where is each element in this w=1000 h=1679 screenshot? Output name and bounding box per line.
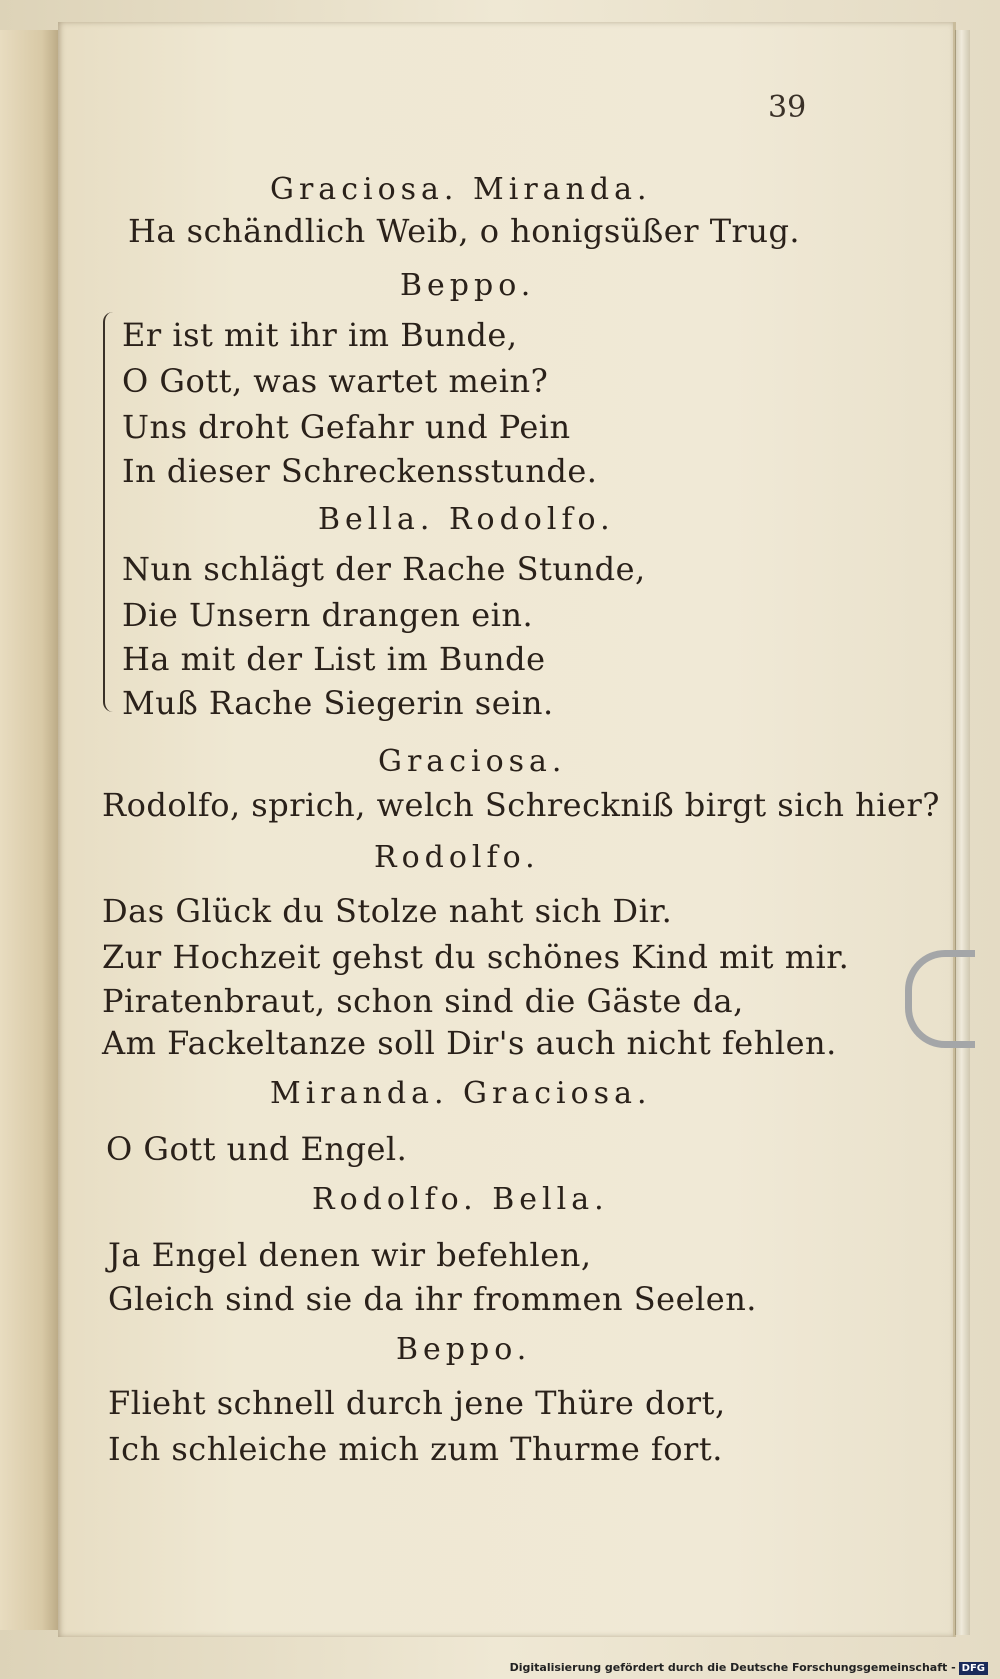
page-stack-edge bbox=[955, 30, 970, 1635]
verse-line: Ha mit der List im Bunde bbox=[122, 640, 546, 678]
speaker-heading: Rodolfo. bbox=[374, 840, 540, 875]
speaker-heading: Graciosa. bbox=[378, 744, 567, 779]
verse-line: Rodolfo, sprich, welch Schreckniß birgt sich hier? bbox=[102, 786, 940, 824]
verse-line: Piratenbraut, schon sind die Gäste da, bbox=[102, 982, 744, 1020]
page-number: 39 bbox=[768, 90, 807, 125]
verse-line: Ja Engel denen wir befehlen, bbox=[108, 1236, 592, 1274]
verse-line: Gleich sind sie da ihr frommen Seelen. bbox=[108, 1280, 757, 1318]
speaker-heading: Beppo. bbox=[400, 268, 536, 303]
verse-line: O Gott, was wartet mein? bbox=[122, 362, 549, 400]
left-page-edge bbox=[0, 30, 62, 1630]
verse-line: In dieser Schreckensstunde. bbox=[122, 452, 598, 490]
speaker-heading: Beppo. bbox=[396, 1332, 532, 1367]
speaker-heading: Graciosa. Miranda. bbox=[270, 172, 652, 207]
verse-line: Das Glück du Stolze naht sich Dir. bbox=[102, 892, 673, 930]
verse-line: Muß Rache Siegerin sein. bbox=[122, 684, 554, 722]
verse-line: Er ist mit ihr im Bunde, bbox=[122, 316, 518, 354]
verse-line: Nun schlägt der Rache Stunde, bbox=[122, 550, 646, 588]
verse-line: Am Fackeltanze soll Dir's auch nicht fehlen. bbox=[102, 1024, 837, 1062]
verse-line: Flieht schnell durch jene Thüre dort, bbox=[108, 1384, 726, 1422]
speaker-heading: Rodolfo. Bella. bbox=[312, 1182, 609, 1217]
speaker-heading: Bella. Rodolfo. bbox=[318, 502, 615, 537]
verse-line: Die Unsern drangen ein. bbox=[122, 596, 534, 634]
verse-line: Ich schleiche mich zum Thurme fort. bbox=[108, 1430, 723, 1468]
speaker-heading: Miranda. Graciosa. bbox=[270, 1076, 652, 1111]
verse-line: Zur Hochzeit gehst du schönes Kind mit mir. bbox=[102, 938, 850, 976]
paper-clip-icon bbox=[905, 950, 975, 1048]
credit-text: Digitalisierung gefördert durch die Deutsche Forschungsgemeinschaft - bbox=[509, 1661, 956, 1674]
dfg-logo: DFG bbox=[959, 1662, 988, 1675]
ensemble-bracket bbox=[103, 312, 119, 712]
verse-line: Ha schändlich Weib, o honigsüßer Trug. bbox=[128, 212, 801, 250]
verse-line: Uns droht Gefahr und Pein bbox=[122, 408, 571, 446]
digitization-credit bbox=[510, 1661, 988, 1675]
verse-line: O Gott und Engel. bbox=[106, 1130, 408, 1168]
